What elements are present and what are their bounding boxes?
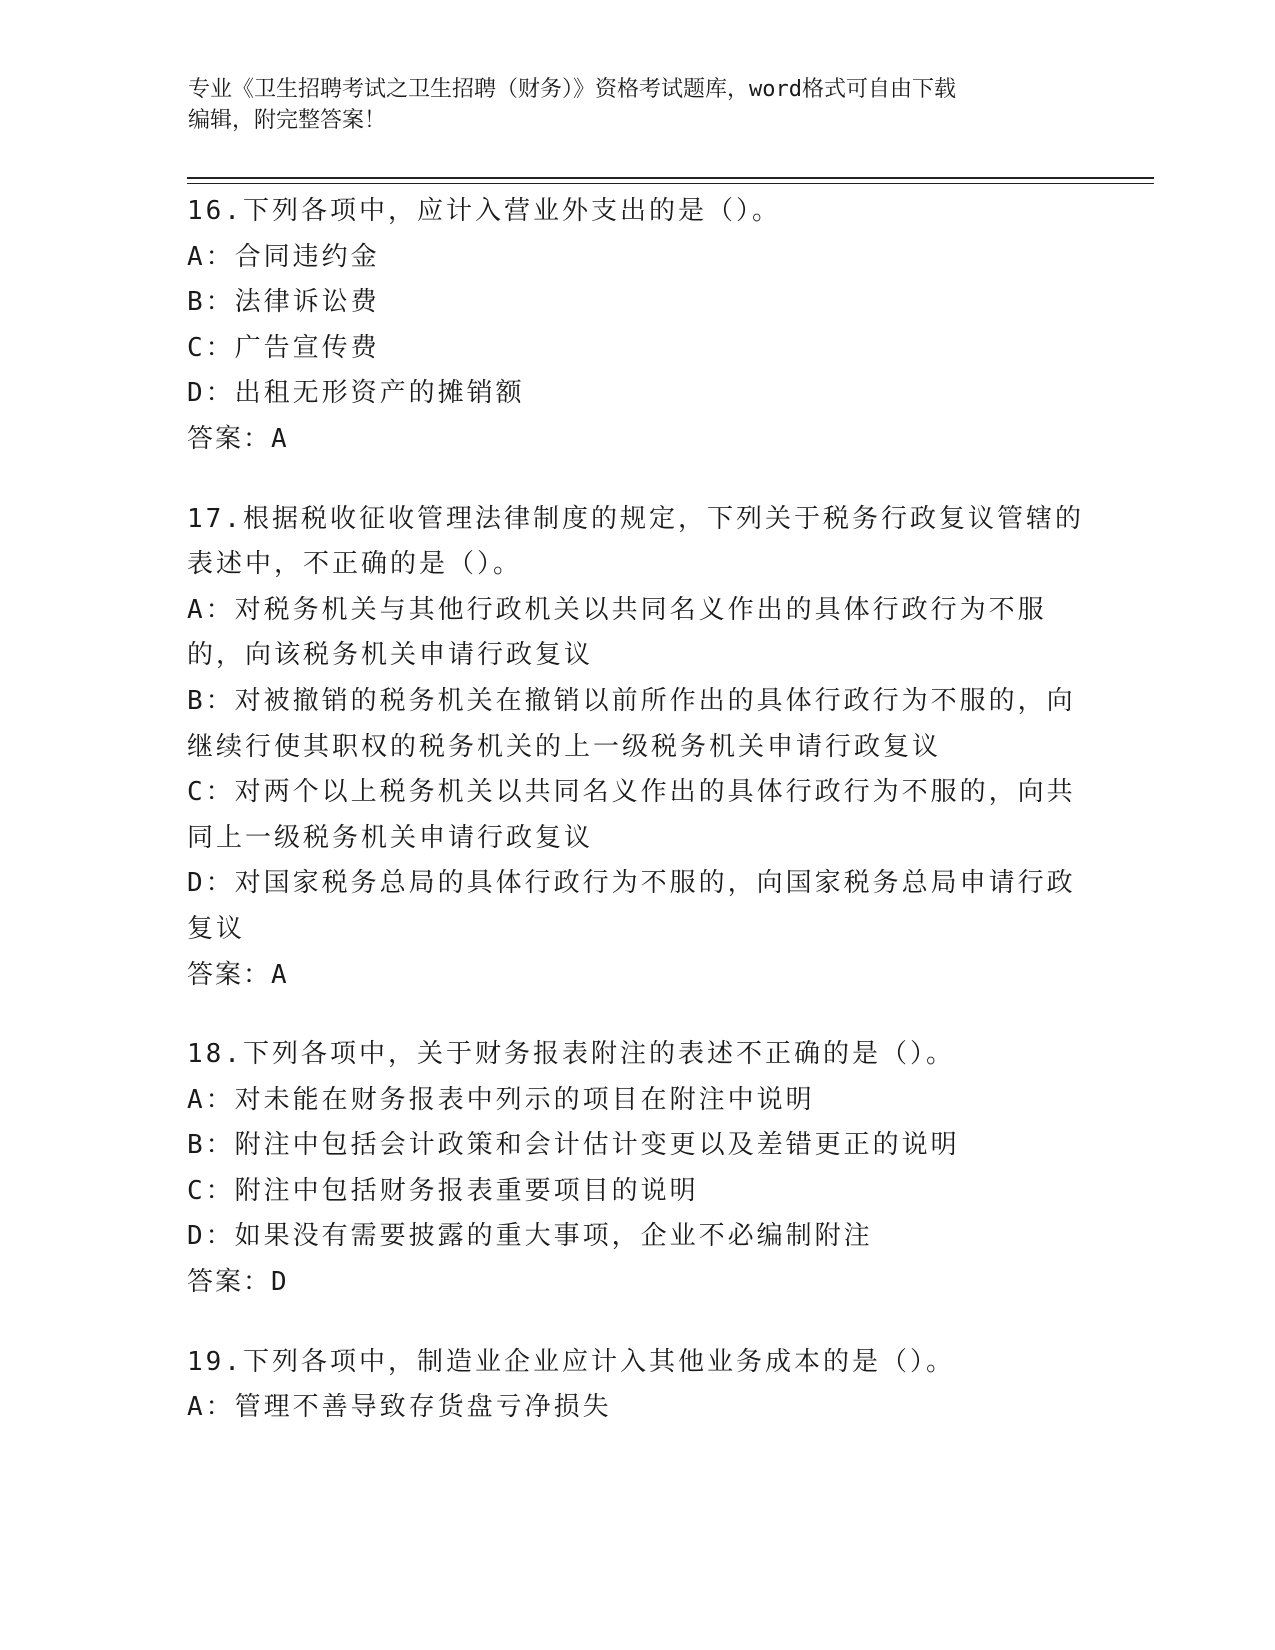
answer-label: 答案： — [187, 1267, 272, 1298]
header-line-1: 专业《卫生招聘考试之卫生招聘（财务）》资格考试题库，word格式可自由下载 — [188, 77, 956, 102]
question-stem: 19.下列各项中，制造业企业应计入其他业务成本的是（）。 — [187, 1346, 955, 1377]
answer-line — [187, 953, 1087, 999]
question-stem: 18.下列各项中，关于财务报表附注的表述不正确的是（）。 — [187, 1039, 955, 1070]
option-a: A：对未能在财务报表中列示的项目在附注中说明 — [187, 1084, 815, 1115]
answer-line — [187, 1260, 1087, 1306]
option-a: A：合同违约金 — [187, 241, 380, 272]
question-stem: 17.根据税收征收管理法律制度的规定，下列关于税务行政复议管辖的表述中，不正确的是（）。 — [187, 503, 1084, 580]
option-a: A：管理不善导致存货盘亏净损失 — [187, 1392, 612, 1423]
question-list — [187, 189, 1087, 1431]
document-header — [188, 74, 1088, 136]
header-divider — [187, 177, 1154, 184]
option-d: D：如果没有需要披露的重大事项，企业不必编制附注 — [187, 1221, 873, 1252]
option-c: C：附注中包括财务报表重要项目的说明 — [187, 1175, 699, 1206]
option-c: C：对两个以上税务机关以共同名义作出的具体行政行为不服的，向共同上一级税务机关申请行政复议 — [187, 777, 1076, 853]
option-d: D：出租无形资产的摊销额 — [187, 378, 525, 409]
header-line-2: 编辑，附完整答案！ — [188, 108, 387, 133]
answer-line — [187, 417, 1087, 463]
answer-value: A — [271, 959, 290, 990]
answer-value: A — [271, 423, 290, 454]
question-18 — [187, 1032, 1087, 1306]
question-stem: 16.下列各项中，应计入营业外支出的是（）。 — [187, 196, 781, 226]
option-a: A：对税务机关与其他行政机关以共同名义作出的具体行政行为不服的，向该税务机关申请行政复议 — [187, 594, 1047, 671]
option-b: B：附注中包括会计政策和会计估计变更以及差错更正的说明 — [187, 1130, 960, 1161]
option-b: B：对被撤销的税务机关在撤销以前所作出的具体行政行为不服的，向继续行使其职权的税务机关的上一级税务机关申请行政复议 — [187, 685, 1076, 762]
option-c: C：广告宣传费 — [187, 332, 380, 363]
option-d: D：对国家税务总局的具体行政行为不服的，向国家税务总局申请行政复议 — [187, 868, 1076, 944]
question-19 — [187, 1340, 1087, 1431]
answer-label: 答案： — [187, 959, 272, 990]
question-17 — [187, 497, 1087, 999]
answer-value: D — [271, 1267, 290, 1298]
option-b: B：法律诉讼费 — [187, 287, 380, 318]
question-16 — [187, 189, 1087, 463]
answer-label: 答案： — [187, 423, 272, 454]
